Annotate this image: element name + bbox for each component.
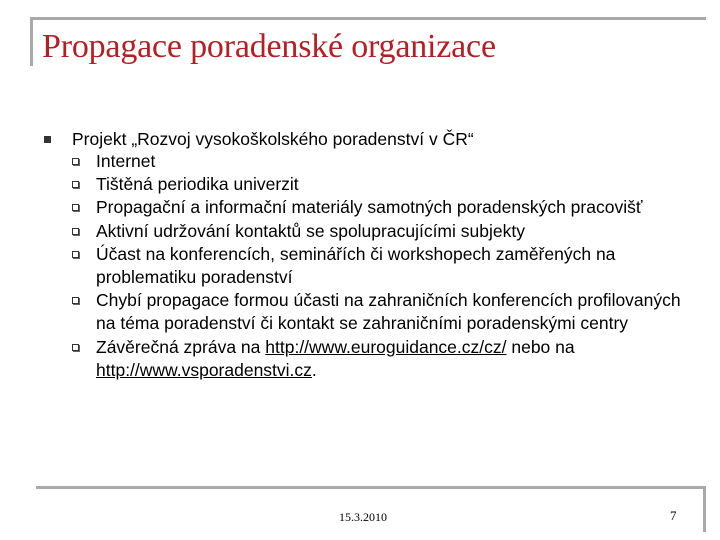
- main-bullet-text: Projekt „Rozvoj vysokoškolského poradenství v ČR“: [72, 129, 474, 149]
- sub-item-text: Internet: [96, 151, 156, 171]
- sub-item-contacts: [44, 220, 684, 243]
- sub-item-periodicals: [44, 173, 684, 196]
- sub-item-final-report: [44, 336, 684, 382]
- sub-item-internet: [44, 150, 684, 173]
- vsporadenstvi-link[interactable]: http://www.vsporadenstvi.cz: [96, 359, 312, 380]
- hollow-square-bullet-icon: [72, 251, 79, 258]
- page-number: 7: [670, 508, 677, 523]
- final-report-text: Závěrečná zpráva na: [96, 336, 266, 357]
- slide-title: Propagace poradenské organizace: [42, 28, 496, 65]
- sub-item-materials: [44, 196, 684, 219]
- euroguidance-link[interactable]: http://www.euroguidance.cz/cz/: [265, 336, 507, 357]
- sub-item-missing-promotion: [44, 289, 684, 335]
- hollow-square-bullet-icon: [72, 204, 79, 211]
- main-bullet-item: [44, 128, 684, 150]
- sub-item-text: Chybí propagace formou účasti na zahraničních konferencích profilovaných na téma poradenství či kontakt se zahraničními poradenskými centry: [96, 290, 681, 334]
- sub-item-conferences: [44, 243, 684, 289]
- hollow-square-bullet-icon: [72, 344, 79, 351]
- footer-line-right: [703, 486, 706, 532]
- square-bullet-icon: [44, 136, 51, 143]
- sub-item-text: Propagační a informační materiály samotných poradenských pracovišť: [96, 197, 643, 218]
- hollow-square-bullet-icon: [72, 228, 79, 235]
- title-frame-top: [30, 17, 706, 20]
- sub-item-text: Účast na konferencích, seminářích či workshopech zaměřených na problematiku poradenství: [96, 243, 616, 288]
- hollow-square-bullet-icon: [72, 181, 79, 188]
- sub-bullet-list: [44, 150, 684, 382]
- footer-line: [36, 486, 706, 489]
- footer-date: 15.3.2010: [339, 510, 387, 524]
- sub-item-text: Tištěná periodika univerzit: [96, 174, 299, 195]
- sub-item-text: Aktivní udržování kontaktů se spolupracujícími subjekty: [96, 220, 525, 241]
- slide-content: [44, 128, 684, 382]
- title-frame-left: [30, 17, 33, 66]
- hollow-square-bullet-icon: [72, 297, 79, 304]
- final-report-period: .: [311, 359, 317, 380]
- final-report-connector: nebo na: [506, 336, 575, 357]
- hollow-square-bullet-icon: [72, 158, 79, 165]
